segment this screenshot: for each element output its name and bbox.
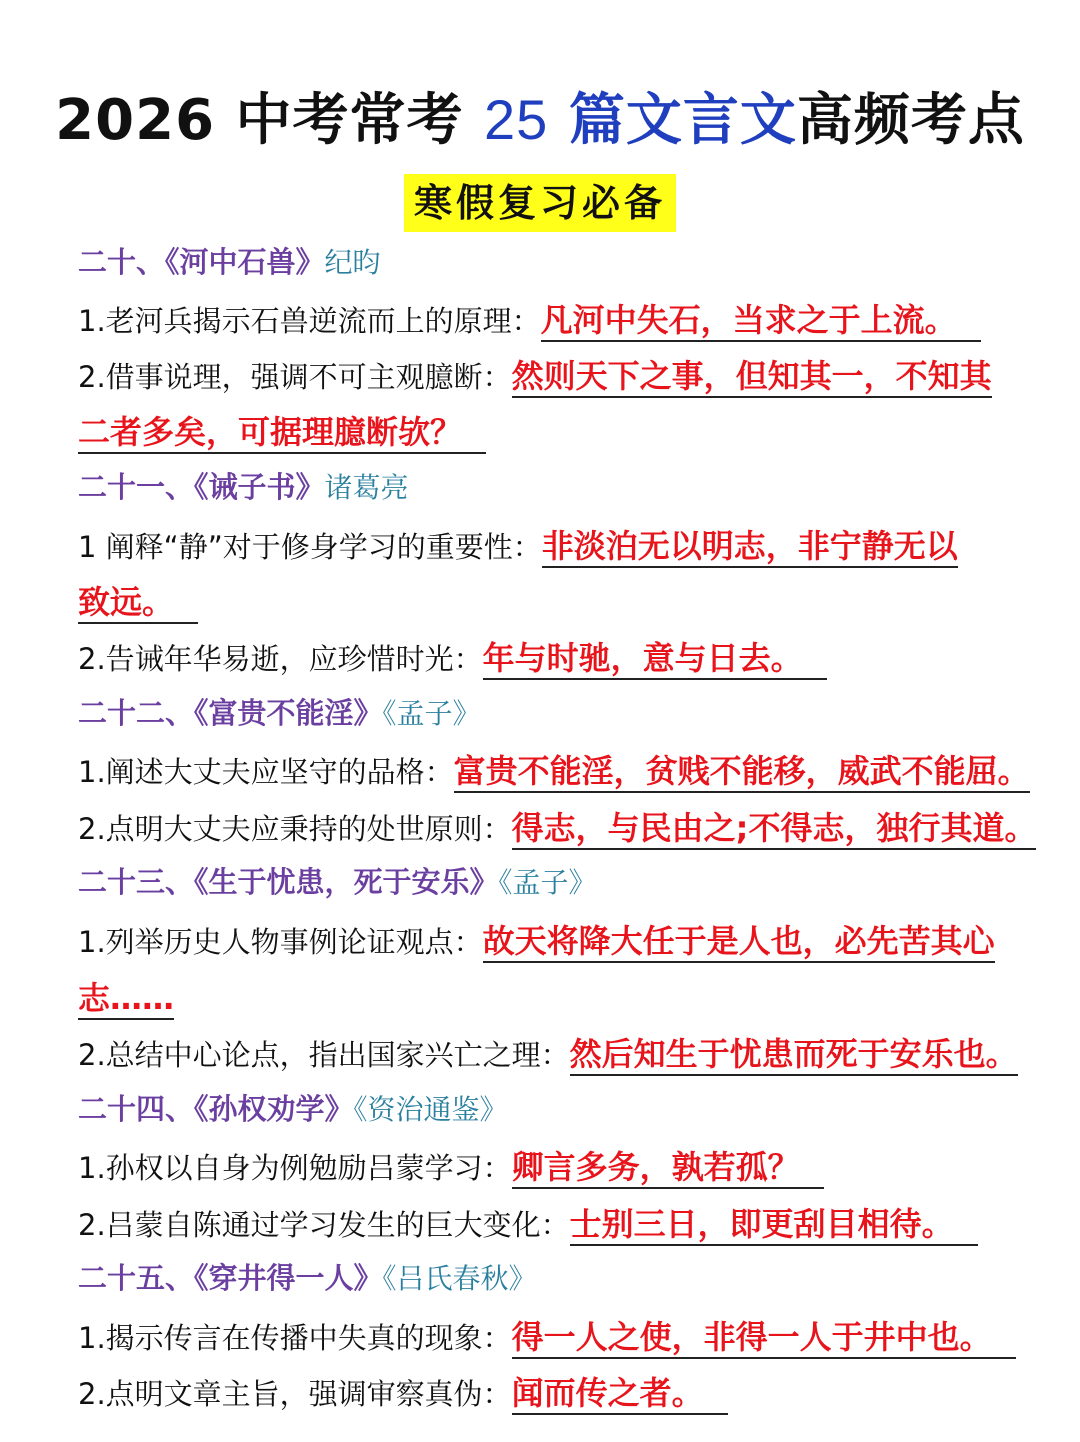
section-author: 纪昀 [324,246,381,279]
question-text: 1.老河兵揭示石兽逆流而上的原理： [78,304,541,338]
answer-text: 年与时驰，意与日去。 [483,639,827,680]
list-item [78,1032,1018,1077]
question-text: 1.孙权以自身为例勉励吕蒙学习： [78,1151,512,1185]
section-title: 二十、《河中石兽》 [78,245,325,279]
section-heading-24 [78,1089,508,1130]
question-text: 2.借事说理，强调不可主观臆断： [78,360,512,394]
section-author: 《孟子》 [382,697,481,730]
list-item [78,1371,728,1416]
answer-text: 然则天下之事，但知其一，不知其 [512,357,992,398]
answer-text: 得一人之使，非得一人于井中也。 [512,1318,1016,1359]
list-item-continuation [78,410,486,455]
section-author: 诸葛亮 [324,471,409,504]
subtitle-row [0,174,1080,232]
section-title: 二十一、《诫子书》 [78,470,325,504]
section-heading-25 [78,1258,537,1299]
question-text: 2.吕蒙自陈通过学习发生的巨大变化： [78,1208,570,1242]
list-item [78,1202,978,1247]
answer-text: 然后知生于忧患而死于安乐也。 [570,1035,1018,1076]
question-text: 1 阐释“静”对于修身学习的重要性： [78,530,542,564]
list-item-continuation [78,580,198,625]
section-heading-23 [78,862,597,903]
title-suffix: 高频考点 [796,88,1025,153]
list-item [78,524,958,569]
answer-text: 卿言多务，孰若孤？ [512,1148,824,1189]
list-item [78,1145,824,1190]
answer-text: 志…… [78,979,174,1020]
section-heading-22 [78,693,481,734]
answer-text: 故天将降大任于是人也，必先苦其心 [483,922,995,963]
question-text: 1.列举历史人物事例论证观点： [78,925,483,959]
section-title: 二十五、《穿井得一人》 [78,1261,383,1295]
section-author: 《吕氏春秋》 [382,1262,537,1295]
question-text: 2.总结中心论点，指出国家兴亡之理： [78,1038,570,1072]
page-title [0,78,1080,163]
list-item [78,749,1030,794]
question-text: 2.点明大丈夫应秉持的处世原则： [78,812,512,846]
subtitle-badge: 寒假复习必备 [404,174,676,232]
title-highlight: 篇文言文 [548,88,797,153]
section-title: 二十二、《富贵不能淫》 [78,696,383,730]
section-title: 二十三、《生于忧患，死于安乐》 [78,865,499,899]
answer-text: 闻而传之者。 [512,1374,728,1415]
question-text: 1.揭示传言在传播中失真的现象： [78,1321,512,1355]
section-title: 二十四、《孙权劝学》 [78,1092,354,1126]
list-item [78,806,1036,851]
title-number: 25 [484,88,549,151]
list-item [78,919,995,964]
section-heading-21 [78,467,409,508]
answer-text: 凡河中失石，当求之于上流。 [541,301,981,342]
question-text: 1.阐述大丈夫应坚守的品格： [78,755,454,789]
answer-text: 得志，与民由之;不得志，独行其道。 [512,809,1037,850]
question-text: 2.点明文章主旨，强调审察真伪： [78,1377,512,1411]
answer-text: 非淡泊无以明志，非宁静无以 [542,527,958,568]
question-text: 2.告诫年华易逝，应珍惜时光： [78,642,483,676]
answer-text: 二者多矣，可据理臆断欤？ [78,413,486,454]
list-item [78,1315,1016,1360]
list-item [78,354,992,399]
section-heading-20 [78,242,381,283]
list-item-continuation [78,976,174,1021]
answer-text: 士别三日，即更刮目相待。 [570,1205,978,1246]
list-item [78,636,827,681]
answer-text: 致远。 [78,583,198,624]
section-author: 《资治通鉴》 [353,1093,508,1126]
section-author: 《孟子》 [498,866,597,899]
answer-text: 富贵不能淫，贫贱不能移，威武不能屈。 [454,752,1030,793]
list-item [78,298,981,343]
title-prefix: 2026 中考常考 [55,88,485,153]
